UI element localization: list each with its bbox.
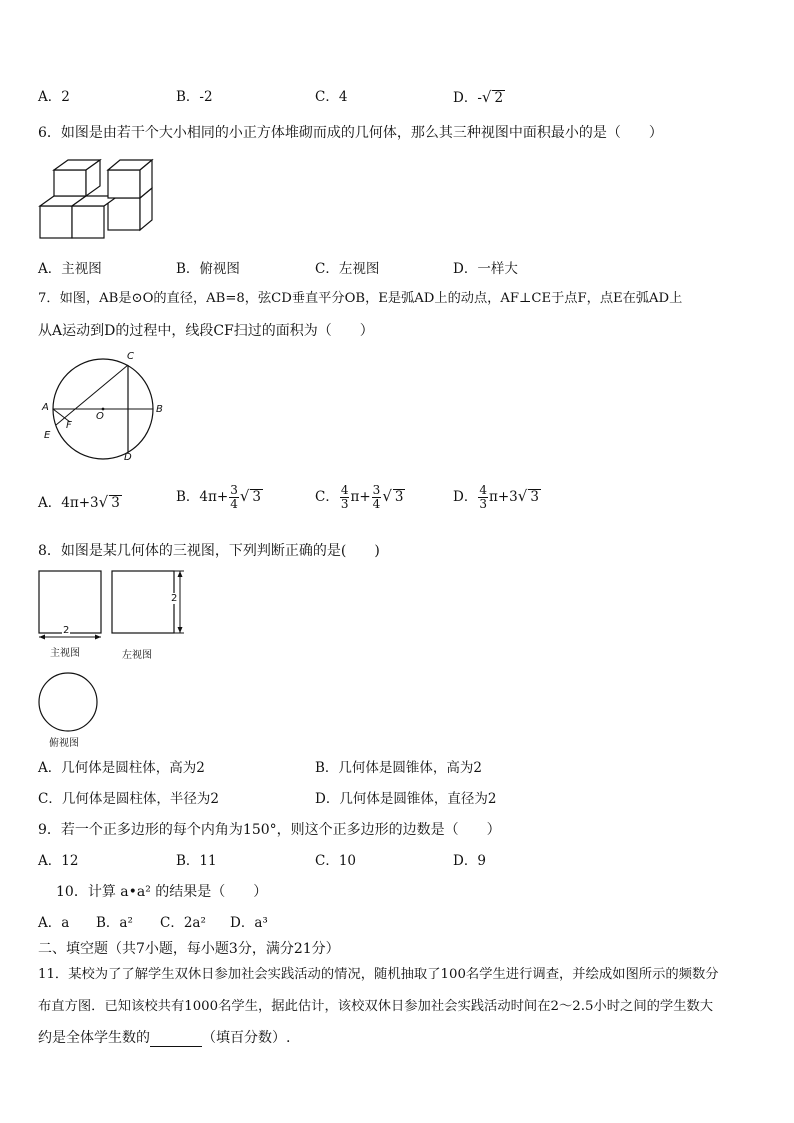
q10-option-b[interactable] — [96, 914, 133, 932]
fraction — [372, 484, 382, 511]
radicand: 3 — [111, 495, 120, 511]
top-view-label: 俯视图 — [49, 738, 79, 749]
q11-line3-text: 约是全体学生数的 — [38, 1030, 150, 1046]
numerator: 4 — [479, 483, 487, 497]
q8-option-a[interactable] — [38, 759, 205, 777]
denominator: 4 — [230, 497, 238, 511]
q11-line3 — [38, 1029, 290, 1047]
option-text: a — [61, 915, 70, 931]
q7-stem-line2: 从A运动到D的过程中，线段CF扫过的面积为（ ） — [38, 323, 374, 339]
option-label: B． — [176, 853, 200, 869]
fraction — [340, 484, 350, 511]
radicand: 3 — [252, 489, 261, 505]
option-text: 10 — [338, 853, 357, 869]
option-text: π+3 — [488, 489, 518, 505]
option-label: A． — [38, 760, 62, 776]
option-text: 4π+ — [199, 489, 229, 505]
q10-option-c[interactable] — [160, 914, 206, 932]
q10-stem: 10．计算 a•a² 的结果是（ ） — [56, 884, 268, 900]
sqrt-icon: √ — [481, 88, 492, 106]
option-text: 12 — [61, 853, 79, 869]
option-text: 俯视图 — [199, 261, 240, 277]
option-label: B． — [176, 89, 200, 105]
q7-option-a[interactable] — [38, 493, 122, 512]
figure-label-e: E — [44, 430, 51, 441]
denominator: 4 — [372, 497, 381, 511]
q11-line2: 布直方图．已知该校共有1000名学生，据此估计，该校双休日参加社会实践活动时间在2～2.5小时之间的学生数大 — [38, 999, 714, 1014]
q5-option-d[interactable] — [453, 88, 505, 107]
option-label: C． — [38, 791, 62, 807]
option-text: 几何体是圆柱体，半径为2 — [61, 791, 219, 807]
left-view-label: 左视图 — [122, 650, 152, 661]
option-text: 主视图 — [61, 261, 102, 277]
q7-stem-line1: 7．如图，AB是⊙O的直径，AB=8，弦CD垂直平分OB，E是弧AD上的动点，AF⊥CE于点F，点E在弧AD上 — [38, 291, 683, 306]
q11-line1: 11．某校为了了解学生双休日参加社会实践活动的情况，随机抽取了100名学生进行调查，并绘成如图所示的频数分 — [38, 967, 719, 982]
denominator: 3 — [340, 497, 349, 511]
option-label: C． — [315, 489, 339, 505]
option-label: D． — [453, 261, 478, 277]
option-text: a³ — [254, 915, 268, 931]
option-text: 9 — [477, 853, 486, 869]
fraction — [478, 484, 488, 511]
q8-option-d[interactable] — [315, 790, 496, 808]
q7-circle-figure — [40, 350, 170, 468]
dim-width-label: 2 — [63, 625, 70, 636]
q6-option-b[interactable] — [176, 260, 240, 278]
option-text: 4 — [338, 89, 348, 105]
q5-option-a[interactable] — [38, 88, 70, 106]
option-label: C． — [315, 261, 339, 277]
option-text: 左视图 — [338, 261, 380, 277]
denominator: 3 — [479, 497, 487, 511]
q7-option-c[interactable] — [315, 484, 405, 511]
option-text: 2a² — [183, 915, 206, 931]
q8-three-views-figure — [38, 570, 198, 650]
q6-cube-figure — [38, 158, 158, 242]
radicand: 2 — [494, 90, 504, 106]
option-text: π+ — [350, 489, 371, 505]
option-label: B． — [176, 489, 200, 505]
option-text: 几何体是圆柱体，高为2 — [61, 760, 205, 776]
option-label: A． — [38, 261, 62, 277]
option-text: 几何体是圆锥体，直径为2 — [339, 791, 497, 807]
sqrt-icon: √ — [98, 493, 109, 511]
numerator: 3 — [372, 483, 381, 497]
q10-option-a[interactable] — [38, 914, 69, 932]
option-label: B． — [176, 261, 200, 277]
sqrt-icon: √ — [517, 487, 528, 505]
figure-label-o: O — [96, 411, 104, 422]
dim-height-label: 2 — [171, 593, 178, 604]
q9-option-b[interactable] — [176, 852, 217, 870]
q6-option-d[interactable] — [453, 260, 518, 278]
fraction — [229, 484, 239, 511]
option-text: 4π+3 — [61, 495, 99, 511]
answer-blank[interactable] — [150, 1032, 202, 1047]
option-label: C． — [315, 853, 339, 869]
q9-option-c[interactable] — [315, 852, 356, 870]
figure-label-f: F — [66, 420, 72, 431]
option-label: D． — [453, 489, 478, 505]
option-label: B． — [315, 760, 339, 776]
q8-option-b[interactable] — [315, 759, 482, 777]
option-text: - — [477, 90, 482, 106]
radicand: 3 — [530, 489, 539, 505]
option-text: 11 — [199, 853, 217, 869]
option-text: -2 — [199, 89, 213, 105]
q7-option-d[interactable] — [453, 484, 541, 511]
q8-option-c[interactable] — [38, 790, 219, 808]
option-label: B． — [96, 915, 120, 931]
q6-option-c[interactable] — [315, 260, 379, 278]
q10-option-d[interactable] — [230, 914, 268, 932]
q9-stem: 9．若一个正多边形的每个内角为150°，则这个正多边形的边数是（ ） — [38, 822, 501, 838]
numerator: 3 — [230, 483, 238, 497]
option-label: D． — [315, 791, 340, 807]
option-text: a² — [119, 915, 133, 931]
numerator: 4 — [340, 483, 349, 497]
sqrt-icon: √ — [382, 487, 392, 505]
q8-top-view-circle — [38, 673, 100, 735]
q7-option-b[interactable] — [176, 484, 263, 511]
q6-option-a[interactable] — [38, 260, 102, 278]
figure-label-d: D — [124, 452, 132, 463]
q9-option-d[interactable] — [453, 852, 486, 870]
option-label: C． — [315, 89, 339, 105]
figure-label-b: B — [156, 404, 163, 415]
q8-stem: 8．如图是某几何体的三视图，下列判断正确的是( ) — [38, 543, 380, 559]
q5-option-c[interactable] — [315, 88, 347, 106]
option-text: 几何体是圆锥体，高为2 — [338, 760, 483, 776]
section-title: 二、填空题（共7小题，每小题3分，满分21分） — [38, 941, 340, 957]
q6-stem: 6．如图是由若干个大小相同的小正方体堆砌而成的几何体，那么其三种视图中面积最小的是（ ） — [38, 125, 663, 141]
option-label: C． — [160, 915, 184, 931]
q9-option-a[interactable] — [38, 852, 78, 870]
front-view-label: 主视图 — [50, 648, 80, 659]
figure-label-a: A — [42, 402, 49, 413]
q11-line3-suffix: （填百分数）. — [202, 1030, 291, 1046]
option-label: A． — [38, 915, 62, 931]
q5-option-b[interactable] — [176, 88, 213, 106]
option-label: A． — [38, 89, 62, 105]
sqrt-icon: √ — [239, 487, 250, 505]
option-label: D． — [453, 853, 478, 869]
figure-label-c: C — [127, 351, 134, 362]
option-label: D． — [453, 90, 478, 106]
option-label: A． — [38, 495, 62, 511]
option-label: A． — [38, 853, 62, 869]
radicand: 3 — [394, 489, 404, 505]
option-label: D． — [230, 915, 255, 931]
option-text: 2 — [61, 89, 70, 105]
option-text: 一样大 — [477, 261, 518, 277]
